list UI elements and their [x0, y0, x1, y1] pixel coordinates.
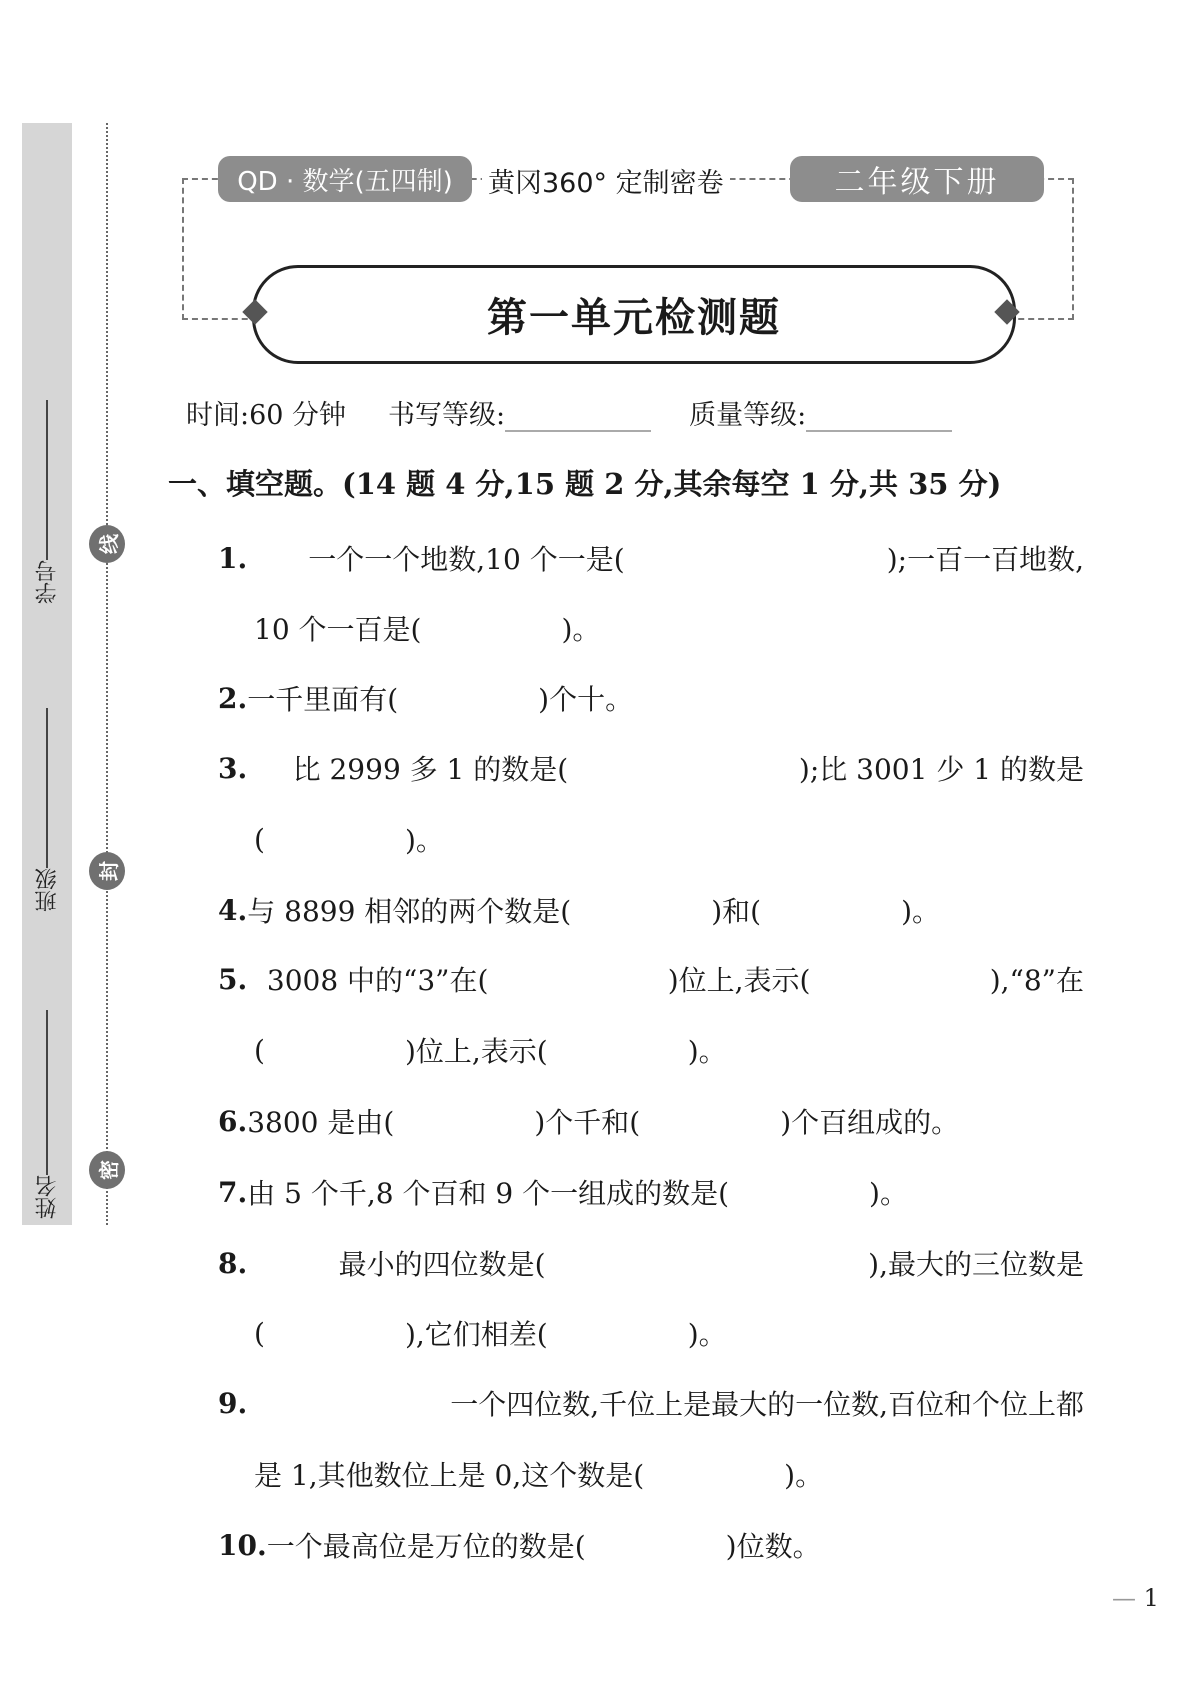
question-text: 是 1,其他数位上是 0,这个数是( [254, 1459, 645, 1492]
writing-grade-field[interactable] [505, 400, 651, 432]
question-text: )位上,表示( [667, 964, 811, 997]
question-text: ),它们相差( [404, 1318, 548, 1351]
question-line [254, 1452, 1084, 1496]
question-text: )。 [561, 613, 601, 646]
question-line [218, 676, 1084, 720]
question-text: );比 3001 少 1 的数是 [798, 753, 1084, 786]
question-line [218, 1241, 1084, 1285]
question-text: )。 [687, 1318, 727, 1351]
question-number: 5. [218, 962, 248, 996]
question-text: 一个一个地数,10 个一是( [308, 543, 625, 576]
seal-line-badge: 线 [89, 525, 125, 563]
question-line [218, 957, 1084, 1001]
name-field[interactable] [22, 1010, 72, 1219]
question-text: )。 [784, 1459, 824, 1492]
quality-grade-field[interactable] [806, 400, 952, 432]
question-text: 一个四位数,千位上是最大的一位数,百位和个位上都 [450, 1388, 1084, 1421]
question-text: ( [254, 1316, 265, 1350]
question-text: );一百一百地数, [886, 543, 1084, 576]
question-text: )。 [869, 1177, 908, 1210]
subject-badge: QD · 数学(五四制) [218, 156, 472, 202]
page-dash: — [1112, 1584, 1144, 1612]
name-line[interactable] [46, 1010, 48, 1175]
quality-grade-label: 质量等级: [689, 400, 807, 431]
question-number: 1. [218, 541, 248, 575]
question-line [218, 536, 1084, 580]
question-line [218, 746, 1084, 790]
question-line [218, 1170, 1084, 1214]
question-number: 7. [218, 1175, 248, 1209]
seal-seal-badge: 封 [89, 852, 125, 890]
question-text: 一千里面有( [247, 683, 399, 716]
page-number-value: 1 [1143, 1584, 1159, 1612]
question-number: 4. [218, 893, 248, 927]
question-text: )。 [687, 1035, 727, 1068]
student-number-line[interactable] [46, 400, 48, 560]
question-number: 2. [218, 681, 248, 715]
page-number [1112, 1584, 1159, 1612]
cut-line [106, 123, 108, 1225]
question-line [218, 888, 1084, 932]
page-title: 第一单元检测题 [487, 294, 781, 341]
student-number-field[interactable] [22, 400, 72, 604]
question-line [218, 1099, 1084, 1143]
question-text: )个千和( [534, 1106, 641, 1139]
question-line [218, 1381, 1084, 1425]
writing-grade-label: 书写等级: [388, 400, 506, 431]
class-line[interactable] [46, 708, 48, 868]
question-text: ( [254, 1033, 265, 1067]
question-text: )位上,表示( [404, 1035, 548, 1068]
question-text: 与 8899 相邻的两个数是( [247, 895, 572, 928]
question-number: 8. [218, 1246, 248, 1280]
question-text: )位数。 [725, 1530, 821, 1563]
question-text: 一个最高位是万位的数是( [266, 1530, 586, 1563]
brand-label: 黄冈360° 定制密卷 [482, 160, 730, 200]
question-text: 3800 是由( [247, 1106, 395, 1139]
question-text: 最小的四位数是( [338, 1248, 546, 1281]
exam-meta [186, 393, 1076, 432]
time-limit: 时间:60 分钟 [186, 400, 347, 431]
question-line [254, 1028, 1084, 1072]
class-label: 班级 [34, 868, 60, 912]
question-number: 6. [218, 1104, 248, 1138]
title-box [252, 265, 1016, 364]
grade-badge: 二年级下册 [790, 156, 1044, 202]
question-text: )个百组成的。 [780, 1106, 960, 1139]
question-text: )。 [901, 895, 941, 928]
question-line [254, 606, 1084, 650]
question-text: )和( [711, 895, 762, 928]
question-line [254, 1311, 1084, 1355]
student-number-label: 学号 [34, 560, 60, 604]
question-number: 10. [218, 1528, 267, 1562]
question-text: 比 2999 多 1 的数是( [292, 753, 569, 786]
question-number: 9. [218, 1386, 248, 1420]
question-text: )个十。 [538, 683, 634, 716]
question-text: 3008 中的“3”在( [266, 964, 489, 997]
question-number: 3. [218, 751, 248, 785]
class-field[interactable] [22, 708, 72, 912]
question-text: 由 5 个千,8 个百和 9 个一组成的数是( [247, 1177, 730, 1210]
question-text: 10 个一百是( [254, 613, 422, 646]
question-text: )。 [404, 824, 444, 857]
seal-secret-badge: 密 [89, 1151, 125, 1189]
section-heading: 一、填空题。(14 题 4 分,15 题 2 分,其余每空 1 分,共 35 分) [168, 467, 1002, 501]
question-line [218, 1523, 1084, 1567]
name-label: 姓名 [34, 1175, 60, 1219]
question-line [254, 817, 1084, 861]
question-text: ),“8”在 [989, 964, 1084, 997]
question-text: ( [254, 822, 265, 856]
question-text: ),最大的三位数是 [868, 1248, 1084, 1281]
